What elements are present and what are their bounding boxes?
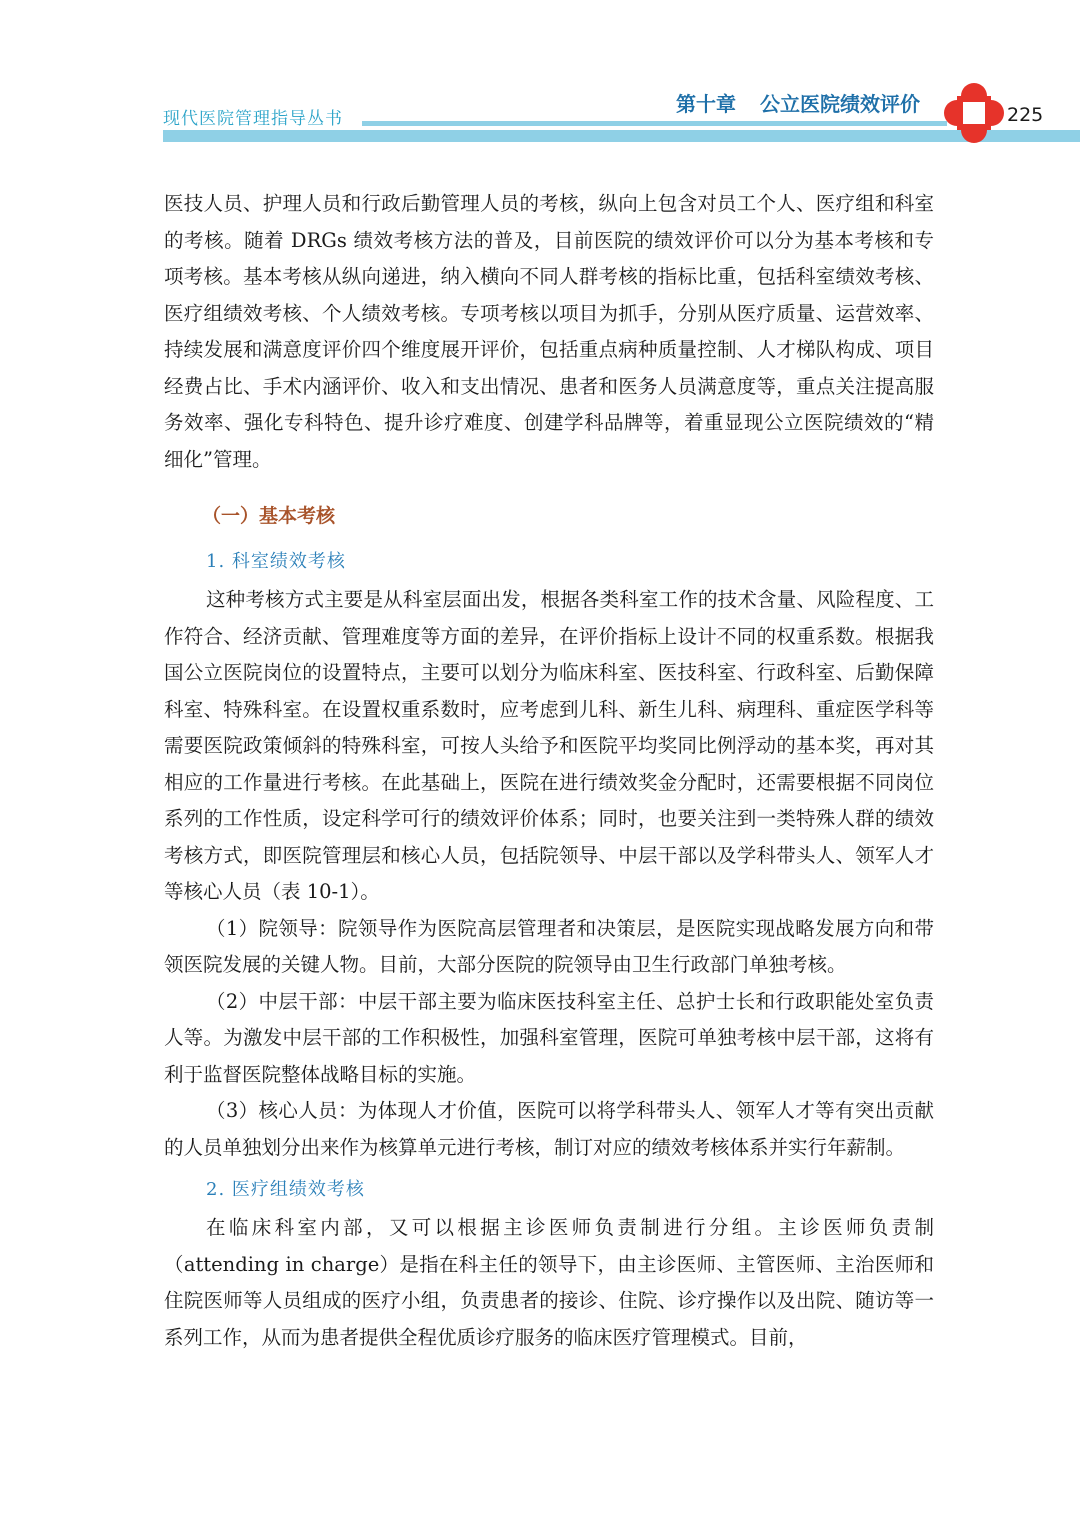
chapter-title: 公立医院绩效评价 xyxy=(760,92,920,116)
section-heading-basic-assessment: （一）基本考核 xyxy=(202,505,336,527)
subheading-department-assessment: 1. 科室绩效考核 xyxy=(206,551,346,572)
header-thin-rule xyxy=(362,121,947,126)
page-body xyxy=(164,186,934,1356)
series-title: 现代医院管理指导丛书 xyxy=(163,109,343,129)
item-middle-managers: （2）中层干部：中层干部主要为临床医技科室主任、总护士长和行政职能处室负责人等。为激发中层干部的工作积极性，加强科室管理，医院可单独考核中层干部，这将有利于监督医院整体战略目标的实施。 xyxy=(164,989,934,1086)
item-core-personnel: （3）核心人员：为体现人才价值，医院可以将学科带头人、领军人才等有突出贡献的人员单独划分出来作为核算单元进行考核，制订对应的绩效考核体系并实行年薪制。 xyxy=(164,1099,934,1159)
subheading-medical-team-assessment: 2. 医疗组绩效考核 xyxy=(206,1179,365,1200)
page-number: 225 xyxy=(1007,104,1044,126)
chapter-label: 第十章 xyxy=(676,92,736,116)
intro-paragraph: 医技人员、护理人员和行政后勤管理人员的考核，纵向上包含对员工个人、医疗组和科室的考核。随着 DRGs 绩效考核方法的普及，目前医院的绩效评价可以分为基本考核和专项考核。基本考核从纵向递进，纳入横向不同人群考核的指标比重，包括科室绩效考核、医疗组绩效考核、个人绩效考核。专项考核以项目为抓手，分别从医疗质量、运营效率、持续发展和满意度评价四个维度展开评价，包括重点病种质量控制、人才梯队构成、项目经费占比、手术内涵评价、收入和支出情况、患者和医务人员满意度等，重点关注提高服务效率、强化专科特色、提升诊疗难度、创建学科品牌等，着重显现公立医院绩效的“精细化”管理。 xyxy=(164,192,934,471)
item-hospital-leaders: （1）院领导：院领导作为医院高层管理者和决策层，是医院实现战略发展方向和带领医院发展的关键人物。目前，大部分医院的院领导由卫生行政部门单独考核。 xyxy=(164,916,934,976)
hospital-cross-logo-icon xyxy=(943,82,1005,144)
department-assessment-paragraph: 这种考核方式主要是从科室层面出发，根据各类科室工作的技术含量、风险程度、工作符合、经济贡献、管理难度等方面的差异，在评价指标上设计不同的权重系数。根据我国公立医院岗位的设置特点，主要可以划分为临床科室、医技科室、行政科室、后勤保障科室、特殊科室。在设置权重系数时，应考虑到儿科、新生儿科、病理科、重症医学科等需要医院政策倾斜的特殊科室，可按人头给予和医院平均奖同比例浮动的基本奖，再对其相应的工作量进行考核。在此基础上，医院在进行绩效奖金分配时，还需要根据不同岗位系列的工作性质，设定科学可行的绩效评价体系；同时，也要关注到一类特殊人群的绩效考核方式，即医院管理层和核心人员，包括院领导、中层干部以及学科带头人、领军人才等核心人员（表 10-1）。 xyxy=(164,588,934,903)
page-header xyxy=(0,0,1080,150)
medical-team-paragraph: 在临床科室内部，又可以根据主诊医师负责制进行分组。主诊医师负责制（attending in charge）是指在科主任的领导下，由主诊医师、主管医师、主治医师和住院医师等人员组成的医疗小组，负责患者的接诊、住院、诊疗操作以及出院、随访等一系列工作，从而为患者提供全程优质诊疗服务的临床医疗管理模式。目前， xyxy=(164,1216,934,1349)
